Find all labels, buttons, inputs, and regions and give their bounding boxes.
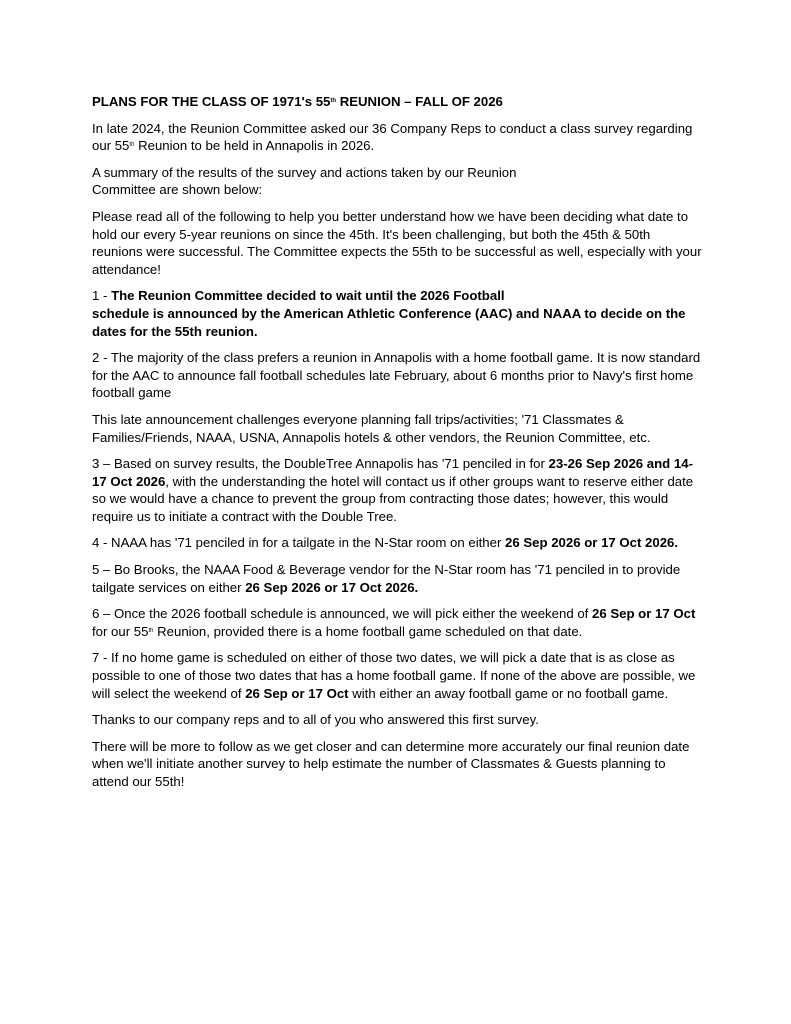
document-title bbox=[92, 93, 704, 111]
title-superscript: th bbox=[330, 98, 337, 104]
list-item-2: 2 - The majority of the class prefers a reunion in Annapolis with a home football game. It is now standard for the AAC to announce fall football schedules late February, about 6 months prior to Navy's first home football game bbox=[92, 350, 701, 401]
announcement-paragraph: This late announcement challenges everyone planning fall trips/activities; '71 Classmates & Families/Friends, NAAA, USNA, Annapolis hotels & other vendors, the Reunion Committee, etc. bbox=[92, 411, 651, 445]
list-item-6: 6 – Once the 2026 football schedule is announced, we will pick either the weekend of 26 Sep or 17 Oct for our 55th Reunion, provided there is a home football game scheduled on that date. bbox=[92, 606, 696, 639]
list-item-1: 1 - The Reunion Committee decided to wait until the 2026 Football schedule is announced by the American Athletic Conference (AAC) and NAAA to decide on the dates for the 55th reunion. bbox=[92, 288, 686, 339]
context-paragraph: Please read all of the following to help you better understand how we have been deciding what date to hold our every 5-year reunions on since the 45th. It's been challenging, but both the 45th & 50th reunions were successful. The Committee expects the 55th to be successful as well, especially with your attendance! bbox=[92, 208, 702, 277]
intro-paragraph: In late 2024, the Reunion Committee asked our 36 Company Reps to conduct a class survey regarding our 55th Reunion to be held in Annapolis in 2026. bbox=[92, 120, 693, 154]
list-item-5: 5 – Bo Brooks, the NAAA Food & Beverage vendor for the N-Star room has '71 penciled in to provide tailgate services on either 26 Sep 2026 or 17 Oct 2026. bbox=[92, 562, 681, 595]
list-item-7: 7 - If no home game is scheduled on either of those two dates, we will pick a date that is as close as possible to one of those two dates that has a home football game. If none of the above are possible, we will select the weekend of 26 Sep or 17 Oct with either an away football game or no football game. bbox=[92, 650, 696, 701]
list-item-3: 3 – Based on survey results, the DoubleTree Annapolis has '71 penciled in for 23-26 Sep 2026 and 14-17 Oct 2026, with the understanding the hotel will contact us if other groups want to reserve either date so we would have a chance to prevent the group from contracting those dates; however, this would require us to initiate a contract with the Double Tree. bbox=[92, 456, 694, 524]
title-text-end: REUNION – FALL OF 2026 bbox=[336, 94, 503, 109]
summary-paragraph: A summary of the results of the survey and actions taken by our Reunion Committee are shown below: bbox=[92, 164, 517, 198]
thanks-paragraph: Thanks to our company reps and to all of you who answered this first survey. bbox=[92, 712, 539, 728]
document-page bbox=[92, 93, 704, 800]
list-item-4: 4 - NAAA has '71 penciled in for a tailgate in the N-Star room on either 26 Sep 2026 or 17 Oct 2026. bbox=[92, 535, 679, 551]
closing-paragraph: There will be more to follow as we get closer and can determine more accurately our final reunion date when we'll initiate another survey to help estimate the number of Classmates & Guests planning to attend our 55th! bbox=[92, 738, 690, 789]
title-text: PLANS FOR THE CLASS OF 1971's 55 bbox=[92, 94, 331, 109]
